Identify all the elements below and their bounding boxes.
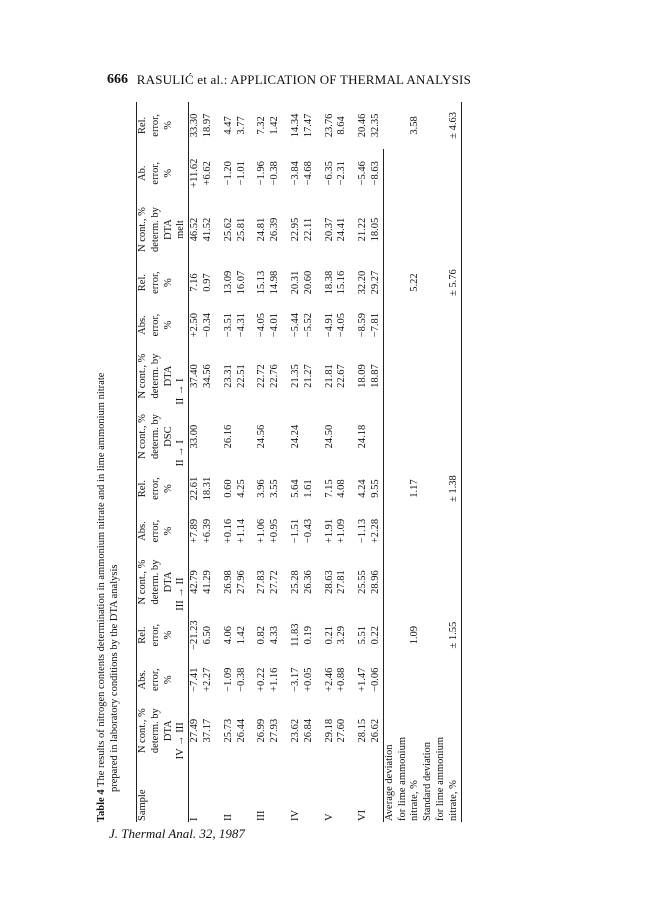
n-dta-ii-i-cell: 22.76 (269, 364, 281, 388)
col-header: Abs. (137, 510, 150, 552)
n-dta-iii-ii-cell: 26.98 (222, 570, 234, 594)
n-dta-ii-i-cell: 37.40 (189, 364, 201, 388)
abs-error-cell: +6.62 (201, 161, 213, 186)
abs-error-cell: +6.39 (201, 518, 213, 544)
header-row-2 (150, 102, 163, 822)
n-dta-melt-cell: 24.41 (336, 217, 348, 242)
abs-error-cell: −0.06 (369, 667, 381, 692)
col-header: determ. by (149, 353, 161, 399)
abs-error-cell: −7.41 (189, 667, 201, 692)
col-header: Rel. (137, 261, 150, 303)
col-header: error, (149, 161, 161, 185)
abs-error-cell: +1.09 (336, 518, 348, 544)
abs-error-cell: −0.34 (201, 312, 213, 338)
n-dta-iii-ii-cell: 28.96 (369, 570, 381, 594)
abs-error-cell: +0.95 (269, 518, 281, 544)
rel-error-cell: 18.38 (323, 270, 335, 295)
std-value: ± 5.76 (448, 261, 461, 303)
rel-error-cell: 7.32 (256, 116, 268, 135)
abs-error-cell: +2.28 (369, 518, 381, 544)
abs-error-cell: −3.84 (289, 161, 301, 186)
table-title-line1: The results of nitrogen contents determination in ammonium nitrate and in lime ammonium nitrate (96, 372, 107, 787)
n-dta-melt-cell: 22.95 (289, 217, 301, 242)
avg-row-2 (397, 102, 410, 822)
col-header: % (162, 484, 174, 493)
avg-label: for lime ammonium (396, 737, 408, 821)
rel-error-cell: 3.29 (336, 625, 348, 645)
col-header: DTA (162, 365, 174, 387)
rel-error-cell: 1.42 (269, 116, 281, 135)
col-header: Ab. (137, 149, 150, 198)
abs-error-cell: −2.31 (336, 161, 348, 186)
col-header: N cont., % (137, 198, 150, 262)
rel-error-cell: 0.82 (256, 625, 268, 645)
n-dta-iv-iii-cell: 27.60 (336, 718, 348, 743)
col-header: % (162, 121, 174, 130)
table-row (236, 102, 249, 822)
col-header: % (162, 526, 174, 536)
col-header: error, (149, 477, 161, 500)
rel-error-cell: 4.08 (336, 479, 348, 498)
header-row-1 (137, 102, 150, 822)
row-gap (282, 102, 290, 822)
sample-label: VI (357, 809, 369, 821)
col-header: error, (149, 271, 161, 294)
n-dsc-ii-i-cell (303, 406, 316, 468)
rel-error-cell: 0.22 (369, 625, 381, 645)
col-header: DTA (162, 720, 174, 742)
std-value: ± 1.38 (448, 467, 461, 509)
n-dta-ii-i-cell: 23.31 (222, 364, 234, 388)
rel-error-cell: 0.21 (323, 625, 335, 645)
col-header: DSC (162, 426, 174, 447)
avg-label: Average deviation (383, 701, 396, 822)
n-dta-iv-iii-cell: 37.17 (201, 718, 213, 743)
n-dta-iv-iii-cell: 26.84 (302, 718, 314, 743)
abs-error-cell: +2.46 (323, 667, 335, 692)
n-dta-melt-cell: 20.37 (323, 217, 335, 242)
n-dta-iii-ii-cell: 26.36 (302, 570, 314, 594)
rel-error-cell: 0.60 (222, 479, 234, 498)
n-dsc-ii-i-cell (202, 406, 215, 468)
rel-error-cell: 3.55 (269, 479, 281, 498)
abs-error-cell: −5.52 (302, 312, 314, 338)
abs-error-cell: −4.01 (269, 312, 281, 338)
abs-error-cell: −0.38 (269, 161, 281, 186)
col-header: Abs. (137, 304, 150, 346)
col-header: error, (149, 519, 161, 543)
n-dta-ii-i-cell: 34.56 (201, 364, 213, 388)
abs-error-cell: −5.44 (289, 312, 301, 338)
n-dta-iv-iii-cell: 26.99 (256, 718, 268, 743)
transition-label: II → I (175, 346, 188, 405)
n-dta-iii-ii-cell: 28.63 (323, 570, 335, 594)
results-table (136, 102, 462, 822)
std-label: Standard deviation (422, 741, 434, 821)
col-header: N cont., % (137, 552, 150, 611)
sample-label: IV (289, 809, 301, 821)
abs-error-cell: −1.09 (222, 667, 234, 692)
n-dta-iii-ii-cell: 27.81 (336, 570, 348, 594)
page-number: 666 (107, 72, 128, 87)
abs-error-cell: +2.50 (189, 312, 201, 338)
n-dsc-ii-i-cell: 24.24 (289, 424, 301, 449)
n-dta-iii-ii-cell: 27.83 (256, 570, 268, 594)
n-dta-ii-i-cell: 22.51 (235, 364, 247, 388)
n-dta-iv-iii-cell: 25.73 (222, 718, 234, 743)
abs-error-cell: −7.81 (369, 312, 381, 338)
n-dta-ii-i-cell: 21.81 (323, 364, 335, 388)
n-dta-iv-iii-cell: 27.49 (189, 718, 201, 743)
abs-error-cell: +1.16 (269, 667, 281, 692)
rel-error-cell: 4.24 (357, 479, 369, 498)
n-dta-ii-i-cell: 22.67 (336, 364, 348, 388)
table-row (269, 102, 282, 822)
rotated-table-block (96, 102, 501, 822)
rel-error-cell: 1.42 (235, 625, 247, 645)
avg-value: 5.22 (409, 273, 421, 292)
avg-value: 3.58 (409, 116, 421, 135)
table-row (223, 102, 236, 822)
rel-error-cell: 16.07 (235, 270, 247, 295)
rel-error-cell: 3.77 (235, 116, 247, 135)
rel-error-cell: 20.31 (289, 270, 301, 295)
table-row (256, 102, 269, 822)
col-header: % (162, 168, 174, 178)
sample-header: Sample (137, 760, 176, 822)
table-body (189, 102, 384, 822)
rel-error-cell: 22.61 (189, 476, 201, 501)
running-head: RASULIĆ et al.: APPLICATION OF THERMAL ANALYSIS (136, 72, 471, 87)
col-header: error, (149, 623, 161, 647)
col-header: determ. by (149, 708, 161, 754)
n-dta-iv-iii-cell: 29.18 (323, 718, 335, 743)
sample-label: I (189, 817, 201, 821)
col-header: error, (149, 313, 161, 337)
n-dsc-ii-i-cell: 24.18 (357, 424, 369, 449)
n-dta-melt-cell: 21.22 (357, 217, 369, 242)
n-dta-iv-iii-cell: 26.44 (235, 718, 247, 743)
rel-error-cell: 32.20 (357, 270, 369, 295)
rel-error-cell: 14.98 (269, 270, 281, 295)
n-dta-iii-ii-cell: 27.96 (235, 570, 247, 594)
std-value: ± 4.63 (448, 102, 461, 149)
abs-error-cell: −1.96 (256, 161, 268, 186)
avg-value: 1.09 (409, 625, 421, 645)
rel-error-cell: 6.50 (201, 625, 213, 645)
col-header: Abs. (137, 658, 150, 700)
table-row (189, 102, 202, 822)
col-header: % (162, 320, 174, 330)
avg-label: nitrate, % (409, 780, 421, 821)
abs-error-cell: −4.91 (323, 312, 335, 338)
abs-error-cell: −3.51 (222, 312, 234, 338)
abs-error-cell: +0.88 (336, 667, 348, 692)
n-dta-melt-cell: 18.05 (369, 217, 381, 242)
rel-error-cell: 32.35 (369, 113, 381, 138)
rel-error-cell: 17.47 (302, 113, 314, 138)
row-gap (316, 102, 324, 822)
std-label: nitrate, % (448, 701, 461, 822)
table-title-line2: prepared in laboratory conditions by the DTA analysis (108, 564, 120, 792)
std-label: for lime ammonium (434, 737, 446, 821)
abs-error-cell: −1.13 (357, 518, 369, 544)
rel-error-cell: 14.34 (289, 113, 301, 138)
n-dta-ii-i-cell: 22.72 (256, 364, 268, 388)
abs-error-cell: −4.68 (302, 161, 314, 186)
rel-error-cell: 23.76 (323, 113, 335, 138)
col-header: N cont., % (137, 346, 150, 405)
row-gap (215, 102, 223, 822)
col-header: Rel. (137, 612, 150, 659)
n-dta-melt-cell: 26.39 (269, 217, 281, 242)
abs-error-cell: −3.17 (289, 667, 301, 692)
abs-error-cell: +1.47 (357, 667, 369, 692)
rel-error-cell: 3.96 (256, 479, 268, 498)
n-dta-melt-cell: 25.81 (235, 217, 247, 242)
std-value: ± 1.55 (448, 612, 461, 659)
abs-error-cell: −4.05 (336, 312, 348, 338)
n-dta-melt-cell: 25.62 (222, 217, 234, 242)
journal-footer: J. Thermal Anal. 32, 1987 (109, 826, 245, 841)
col-header: error, (149, 668, 161, 692)
col-header: % (162, 278, 174, 287)
abs-error-cell: −5.46 (357, 161, 369, 186)
n-dta-melt-cell: 46.52 (189, 217, 201, 242)
table-row (202, 102, 215, 822)
col-header: Rel. (137, 467, 150, 509)
abs-error-cell: −6.35 (323, 161, 335, 186)
n-dsc-ii-i-cell (370, 406, 383, 468)
n-dsc-ii-i-cell: 26.16 (222, 424, 234, 449)
abs-error-cell: +0.16 (222, 518, 234, 544)
col-header: DTA (162, 571, 174, 593)
rel-error-cell: 18.31 (201, 476, 213, 501)
col-header: N cont., % (137, 701, 150, 760)
rel-error-cell: 20.46 (357, 113, 369, 138)
col-header: determ. by (149, 559, 161, 605)
abs-error-cell: −1.51 (289, 518, 301, 544)
n-dta-iii-ii-cell: 42.79 (189, 570, 201, 594)
rel-error-cell: 11.83 (289, 623, 301, 647)
n-dsc-ii-i-cell: 33.00 (189, 424, 201, 449)
transition-label: II → I (175, 406, 188, 468)
transition-label: III → II (175, 552, 188, 611)
n-dta-ii-i-cell: 18.09 (357, 364, 369, 388)
n-dta-melt-cell: 24.81 (256, 217, 268, 242)
n-dta-iii-ii-cell: 41.29 (201, 570, 213, 594)
abs-error-cell: +0.05 (302, 667, 314, 692)
table-row (336, 102, 349, 822)
n-dsc-ii-i-cell (336, 406, 349, 468)
sample-label: II (222, 814, 234, 821)
n-dta-ii-i-cell: 21.27 (302, 364, 314, 388)
table-caption (96, 102, 122, 822)
rel-error-cell: 18.97 (201, 113, 213, 138)
rel-error-cell: 33.30 (189, 113, 201, 138)
abs-error-cell: +11.62 (189, 158, 201, 188)
n-dta-iii-ii-cell: 25.55 (357, 570, 369, 594)
col-header: % (162, 675, 174, 685)
n-dsc-ii-i-cell: 24.50 (323, 424, 335, 449)
header-row-3 (163, 102, 176, 822)
rel-error-cell: 15.13 (256, 270, 268, 295)
n-dta-iv-iii-cell: 26.62 (369, 718, 381, 743)
col-header: error, (149, 114, 161, 137)
rel-error-cell: 9.55 (369, 479, 381, 498)
n-dsc-ii-i-cell (269, 406, 282, 468)
rel-error-cell: 5.64 (289, 479, 301, 498)
rel-error-cell: 7.15 (323, 479, 335, 498)
col-header: determ. by (149, 414, 161, 460)
abs-error-cell: +7.89 (189, 518, 201, 544)
table-row (303, 102, 316, 822)
table-label: Table 4 (96, 789, 107, 822)
transition-label: IV → III (175, 701, 188, 760)
table-row (370, 102, 383, 822)
abs-error-cell: −0.43 (302, 518, 314, 544)
avg-row-3 (409, 102, 422, 822)
rel-error-cell: 4.47 (222, 116, 234, 135)
rel-error-cell: 5.51 (357, 625, 369, 645)
abs-error-cell: +1.14 (235, 518, 247, 544)
rel-error-cell: 7.16 (189, 273, 201, 292)
table-row (357, 102, 370, 822)
rel-error-cell: 4.33 (269, 625, 281, 645)
rel-error-cell: 20.60 (302, 270, 314, 295)
rel-error-cell: −21.23 (189, 620, 201, 650)
n-dta-melt-cell: 41.52 (201, 217, 213, 242)
col-header: DTA (162, 219, 174, 240)
avg-value: 1.17 (409, 479, 421, 498)
rel-error-cell: 15.16 (336, 270, 348, 295)
n-dsc-ii-i-cell: 24.56 (256, 424, 268, 449)
abs-error-cell: −4.31 (235, 312, 247, 338)
col-header: % (162, 630, 174, 640)
abs-error-cell: +0.22 (256, 667, 268, 692)
col-header: Rel. (137, 102, 150, 149)
rel-error-cell: 13.09 (222, 270, 234, 295)
n-dta-ii-i-cell: 18.87 (369, 364, 381, 388)
row-gap (248, 102, 256, 822)
sample-label: V (323, 813, 335, 821)
rel-error-cell: 0.19 (302, 625, 314, 645)
table-row (324, 102, 337, 822)
rel-error-cell: 1.61 (302, 479, 314, 498)
rel-error-cell: 29.27 (369, 270, 381, 295)
row-gap (349, 102, 357, 822)
n-dta-iv-iii-cell: 27.93 (269, 718, 281, 743)
abs-error-cell: +1.06 (256, 518, 268, 544)
abs-error-cell: −1.20 (222, 161, 234, 186)
rel-error-cell: 0.97 (201, 273, 213, 292)
col-header: N cont., % (137, 406, 150, 468)
header-row-transitions (175, 102, 188, 822)
n-dta-iii-ii-cell: 25.28 (289, 570, 301, 594)
abs-error-cell: −8.63 (369, 161, 381, 186)
sample-label: III (256, 810, 268, 821)
abs-error-cell: −8.59 (357, 312, 369, 338)
abs-error-cell: +1.91 (323, 518, 335, 544)
abs-error-cell: −1.01 (235, 161, 247, 186)
std-row-2 (435, 102, 448, 822)
rel-error-cell: 8.64 (336, 116, 348, 135)
abs-error-cell: −4.05 (256, 312, 268, 338)
n-dta-ii-i-cell: 21.35 (289, 364, 301, 388)
n-dta-iii-ii-cell: 27.72 (269, 570, 281, 594)
std-row-3 (448, 102, 461, 822)
rel-error-cell: 4.06 (222, 625, 234, 645)
n-dta-melt-cell: 22.11 (302, 217, 314, 242)
rel-error-cell: 4.25 (235, 479, 247, 498)
n-dta-iv-iii-cell: 23.62 (289, 718, 301, 743)
abs-error-cell: −0.38 (235, 667, 247, 692)
avg-row-1 (383, 102, 396, 822)
col-header: determ. by (149, 207, 161, 252)
abs-error-cell: +2.27 (201, 667, 213, 692)
n-dta-iv-iii-cell: 28.15 (357, 718, 369, 743)
std-row-1 (422, 102, 435, 822)
n-dsc-ii-i-cell (236, 406, 249, 468)
table-row (290, 102, 303, 822)
transition-label: melt (175, 198, 188, 262)
